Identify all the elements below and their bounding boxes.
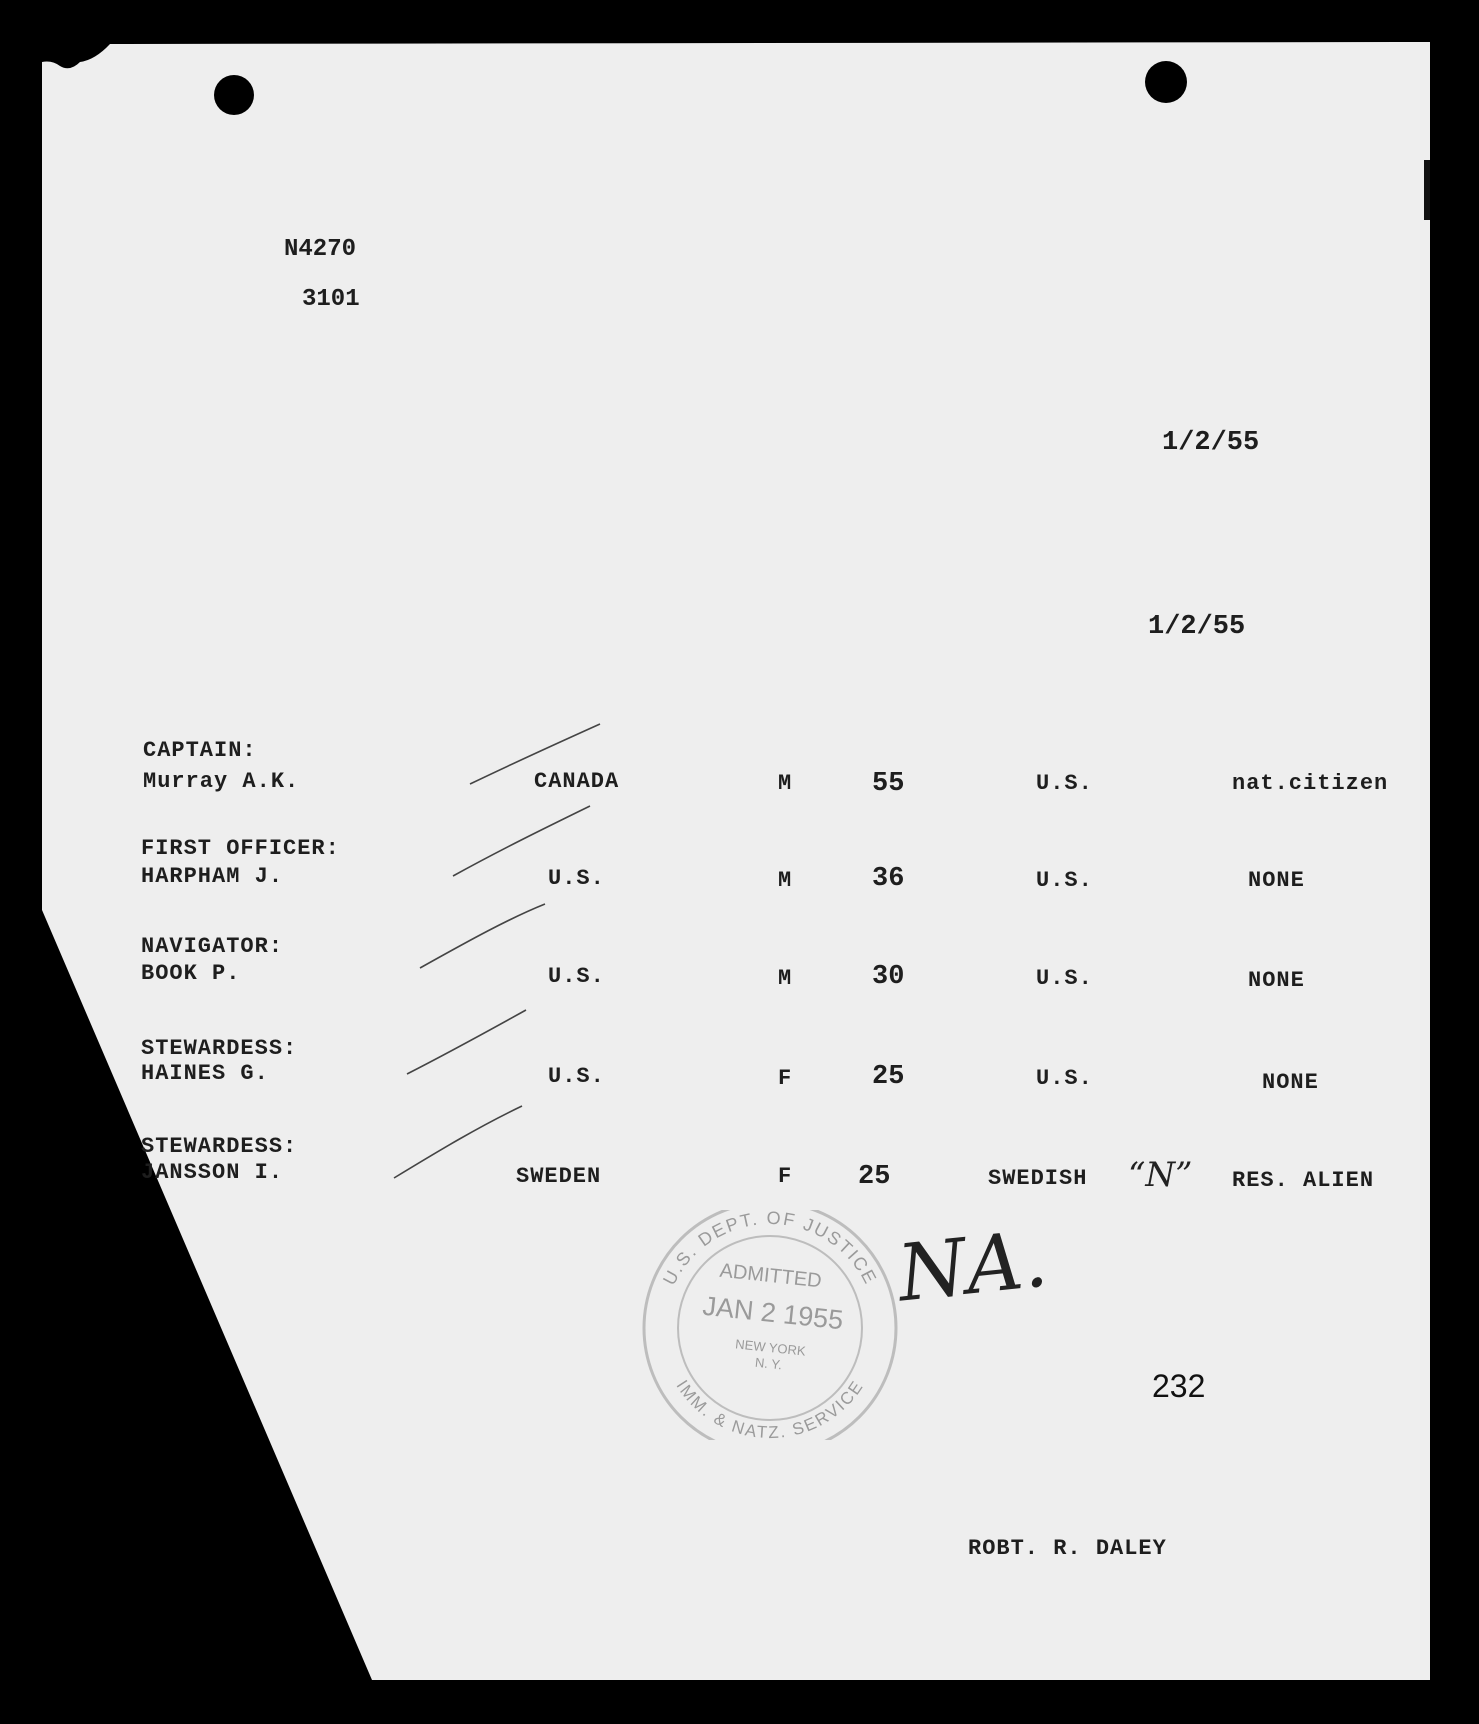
- crew-age: 30: [872, 962, 905, 992]
- crew-age: 25: [872, 1062, 905, 1092]
- crew-role: CAPTAIN:: [143, 738, 257, 763]
- crew-sex: M: [778, 771, 793, 796]
- crew-birthplace: U.S.: [548, 964, 605, 989]
- date-2: 1/2/55: [1148, 612, 1246, 642]
- crew-age: 55: [872, 769, 905, 799]
- crew-name: HARPHAM J.: [141, 864, 284, 889]
- crew-birthplace: U.S.: [548, 866, 605, 891]
- crew-status: NONE: [1248, 968, 1305, 993]
- crew-age: 25: [858, 1162, 891, 1192]
- page-number: 232: [1152, 1368, 1206, 1404]
- crew-nationality: U.S.: [1036, 966, 1093, 991]
- crew-nationality: U.S.: [1036, 1066, 1093, 1091]
- crew-nationality: SWEDISH: [988, 1166, 1088, 1191]
- crew-status: NONE: [1248, 868, 1305, 893]
- crew-name: JANSSON I.: [141, 1160, 284, 1185]
- stamp-top-arc-text: U.S. DEPT. OF JUSTICE: [658, 1210, 882, 1289]
- signature-name: ROBT. R. DALEY: [968, 1536, 1167, 1561]
- punch-hole-left: [214, 75, 254, 115]
- crew-birthplace: CANADA: [534, 769, 620, 794]
- stamp-admitted: ADMITTED: [718, 1259, 823, 1293]
- punch-hole-right: [1145, 61, 1187, 103]
- crew-role: FIRST OFFICER:: [141, 836, 340, 861]
- crew-status: NONE: [1262, 1070, 1319, 1095]
- stamp-date: JAN 2 1955: [701, 1290, 845, 1336]
- crew-sex: F: [778, 1164, 793, 1189]
- crew-role: STEWARDESS:: [141, 1134, 298, 1159]
- crew-name: BOOK P.: [141, 961, 241, 986]
- crew-name: HAINES G.: [141, 1061, 269, 1086]
- stamp-state: N. Y.: [754, 1354, 783, 1373]
- handwritten-initials: NA.: [893, 1214, 1052, 1320]
- crew-sex: F: [778, 1066, 793, 1091]
- stamp-city: NEW YORK: [734, 1336, 807, 1359]
- record-number: 3101: [302, 286, 360, 313]
- crew-sex: M: [778, 868, 793, 893]
- crew-age: 36: [872, 864, 905, 894]
- crew-name: Murray A.K.: [143, 769, 300, 794]
- crew-status: nat.citizen: [1232, 771, 1389, 796]
- crew-role: NAVIGATOR:: [141, 934, 284, 959]
- stamp-bottom-arc-text: IMM. & NATZ. SERVICE: [672, 1376, 868, 1440]
- crew-sex: M: [778, 966, 793, 991]
- date-1: 1/2/55: [1162, 428, 1260, 458]
- crew-birthplace: SWEDEN: [516, 1164, 602, 1189]
- crew-nationality: U.S.: [1036, 771, 1093, 796]
- file-number: N4270: [284, 236, 357, 263]
- admitted-stamp: [640, 1210, 900, 1440]
- crew-nationality: U.S.: [1036, 868, 1093, 893]
- crew-birthplace: U.S.: [548, 1064, 605, 1089]
- crew-status: RES. ALIEN: [1232, 1168, 1375, 1193]
- crew-role: STEWARDESS:: [141, 1036, 298, 1061]
- handwritten-n-annotation: “N”: [1128, 1155, 1193, 1195]
